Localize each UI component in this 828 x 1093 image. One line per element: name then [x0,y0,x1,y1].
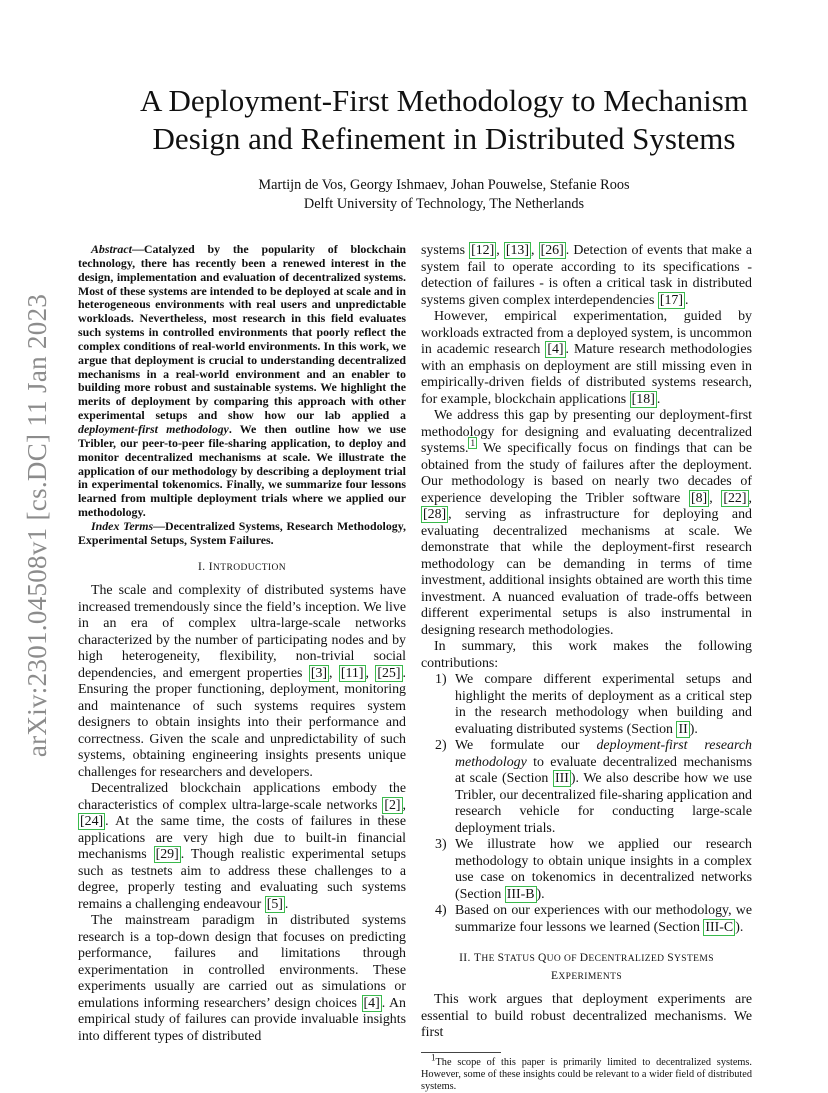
citation-link[interactable]: [11] [340,665,364,681]
intro-paragraph-3: The mainstream paradigm in distributed systems research is a top-down design that focuses on predicting performance, failures and limitations through experimentation in controlled environments. These experiments usually are carried out as simulations or emulations informing researchers’ design choices [4] . An empirical study of failures can provide invaluable insights into different types of distributed [78,913,406,1044]
section-heading-status-quo: II. THE STATUS QUO OF DECENTRALIZED SYSTEMS EXPERIMENTS [459,952,714,982]
paper-title [60,82,828,158]
title-line-2: Design and Refinement in Distributed Systems [152,121,736,156]
section-link[interactable]: III-C [705,919,734,935]
citation-link[interactable]: [25] [377,665,401,681]
list-item: 2) We formulate our deployment-first research methodology to evaluate decentralized mechanisms at scale (Section III ). We also describe how we use Tribler, our decentralized file-sharing application and research vehicle for conducting large-scale deployment trials. [435,738,752,836]
citation-link[interactable]: [22] [723,490,747,506]
citation-link[interactable]: [28] [423,507,447,522]
right-paragraph-1: systems [12] , [13] , [26] . Detection of events that make a system fail to operate according to its specifications - detection of failures - is often a critical task in distributed systems given complex interdependencies [17] . [421,243,753,308]
right-paragraph-3: We address this gap by presenting our deployment-first methodology for designing and evaluating decentralized systems. $^1$ We specifically focus on findings that can be obtained from the study of failures after the deployment. Our methodology is based on nearly two decades of experience developing the Tribler software [8] , [22] , [28] , serving as infrastructure for deploying and evaluating decentralized mechanisms at scale. We demonstrate that while the deployment-first research methodology can be demanding in terms of time investment, additional insights obtained are worth this time investment. A nuanced evaluation of trade-offs between different experimental setups is also instrumental in designing research methodologies. [421,408,752,638]
right-paragraph-4: In summary, this work makes the following contributions: [421,639,752,671]
list-item: 3) We illustrate how we applied our research methodology to obtain unique insights in a complex use case on tokenomics in decentralized networks (Section III-B ). [435,837,752,902]
affiliation: Delft University of Technology, The Netherlands [303,196,585,212]
author-block [60,176,828,214]
list-item: 1) We compare different experimental setups and highlight the merits of deployment as a critical step in the research methodology when building and evaluating distributed systems (Section II ). [435,672,752,737]
citation-link[interactable]: [26] [540,243,564,258]
citation-link[interactable]: [3] [310,665,328,681]
list-item: 4) Based on our experiences with our methodology, we summarize four lessons we learned (Section III-C ). [435,903,752,935]
contributions-list [421,672,752,936]
section-link[interactable]: II [678,721,688,737]
citation-link[interactable]: [5] [266,896,283,912]
author-names: Martijn de Vos, Georgy Ishmaev, Johan Pouwelse, Stefanie Roos [258,177,630,193]
footnote-text: The scope of this paper is primarily limited to decentralized systems. However, some of these insights could be relevant to a wider field of distributed systems. [421,1056,752,1092]
title-line-1: A Deployment-First Methodology to Mechanism [140,83,748,118]
citation-link[interactable]: [24] [80,814,104,830]
arxiv-stamp [18,290,58,760]
left-column [78,243,406,1045]
citation-link[interactable]: [8] [690,490,708,506]
right-paragraph-2: However, empirical experimentation, guided by workloads extracted from a deployed system, is uncommon in academic research [4] . Mature research methodologies with an emphasis on deployment are still missing even in empirically-driven fields of distributed systems research, for example, blockchain applications [18] . [421,309,752,407]
citation-link[interactable]: [4] [547,342,564,357]
citation-link[interactable]: [12] [471,243,495,258]
citation-link[interactable]: [17] [659,292,684,308]
abstract-label: Abstract [91,242,132,256]
footnote-mark: 1 [431,1052,436,1063]
citation-link[interactable]: [13] [505,243,530,258]
citation-link[interactable]: [18] [631,391,655,407]
footnote-link[interactable]: 1 [470,438,475,449]
citation-link[interactable]: [4] [363,995,380,1011]
index-terms-label: Index Terms [91,518,154,533]
abstract: Abstract—Catalyzed by the popularity of blockchain technology, there has recently been a renewed interest in the design, implementation and evaluation of decentralized systems. Most of these systems are intended to be deployed at scale and in heterogeneous environments with real users and unpredictable workloads. Nevertheless, most research in this field evaluates such systems in controlled environments that poorly reflect the complex conditions of real-world environments. In this work, we argue that deployment is crucial to understanding decentralized mechanisms in a real-world environment and an enabler to building more robust and sustainable systems. We highlight the merits of deployment by comparing this approach with other experimental setups and show how our lab applied a deployment-first methodology. We then outline how we use Tribler, our peer-to-peer file-sharing application, to deploy and monitor decentralized mechanisms at scale. We illustrate the application of our methodology by describing a deployment trial in experimental tokenomics. Finally, we summarize four lessons learned from multiple deployment trials where we applied our methodology. [78,242,406,520]
footnote [421,1052,752,1093]
citation-link[interactable]: [2] [384,797,401,813]
citation-link[interactable]: [29] [155,847,179,863]
index-terms: Index Terms—Decentralized Systems, Research Methodology, Experimental Setups, System Failures. [78,518,406,547]
section-link[interactable]: III-B [506,886,535,902]
intro-paragraph-2: Decentralized blockchain applications embody the characteristics of complex ultra-large-scale networks [2] , [24] . At the same time, the costs of failures in these applications are very high due to built-in financial mechanisms [29] . Though realistic experimental setups such as testnets aim to address these challenges to a degree, properly testing and evaluating such systems remains a challenging endeavour [5] . [78,781,406,912]
intro-paragraph-1: The scale and complexity of distributed systems have increased tremendously since the field’s inception. We live in an era of complex ultra-large-scale networks characterized by the number of participating nodes and by high heterogeneity, flexibility, non-trivial social dependencies, and emergent properties [3] , [11] , [25] . Ensuring the proper functioning, deployment, monitoring and maintenance of such systems requires system designers to obtain insights into their performance and correctness. Given the scale and unpredictability of such systems, obtaining engineering insights presents unique challenges for researchers and developers. [78,583,406,780]
arxiv-identifier: arXiv:2301.04508v1 [cs.DC] 11 Jan 2023 [22,293,53,757]
section-heading-introduction: I. INTRODUCTION [197,560,287,573]
section-link[interactable]: III [554,771,569,786]
right-column [421,243,752,1093]
right-paragraph-5: This work argues that deployment experiments are essential to build robust decentralized mechanisms. We first [421,992,752,1040]
